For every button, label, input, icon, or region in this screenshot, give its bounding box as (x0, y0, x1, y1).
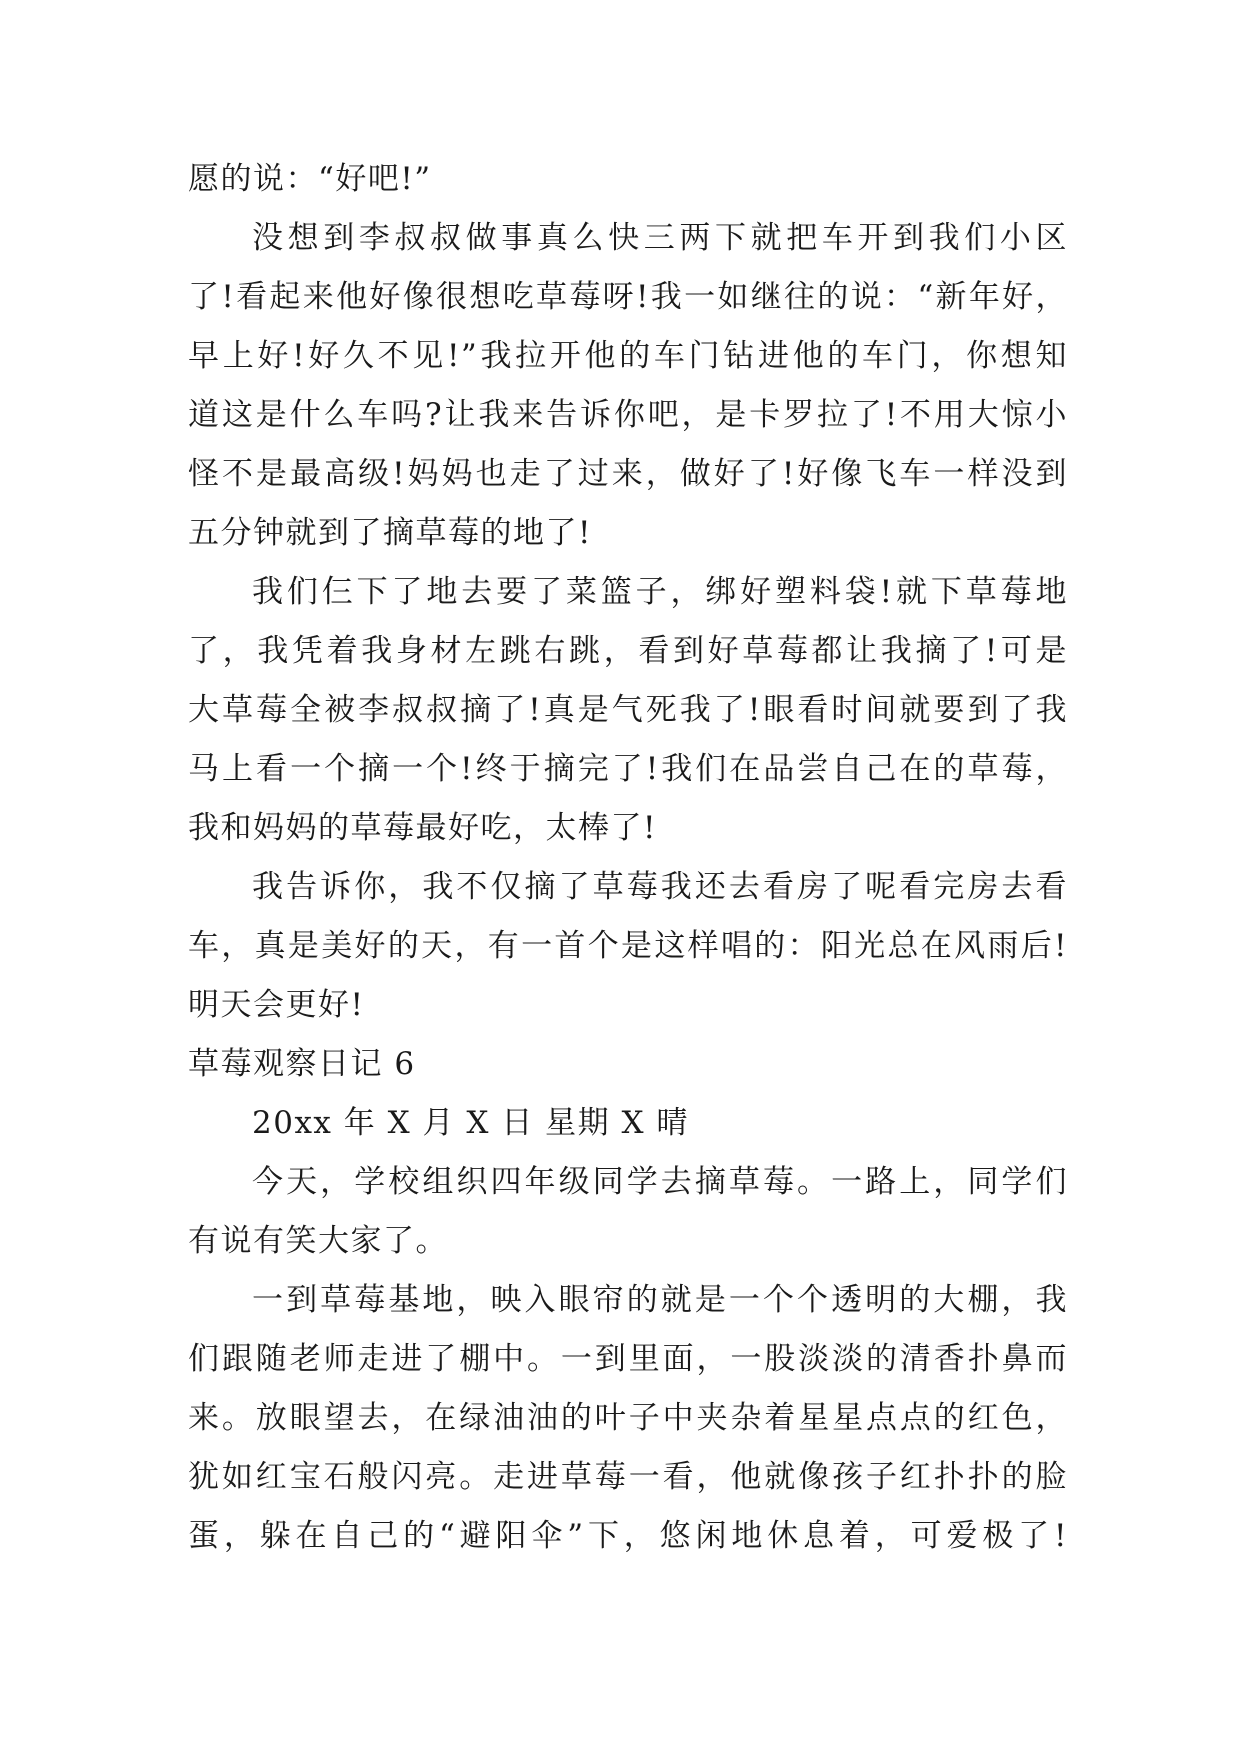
text-line: 大草莓全被李叔叔摘了!真是气死我了!眼看时间就要到了我 (188, 692, 1068, 728)
text-line: 今天，学校组织四年级同学去摘草莓。一路上，同学们 (252, 1164, 1068, 1200)
text-line: 犹如红宝石般闪亮。走进草莓一看，他就像孩子红扑扑的脸 (188, 1459, 1068, 1495)
document-page (188, 150, 1068, 1566)
text-line: 马上看一个摘一个!终于摘完了!我们在品尝自己在的草莓， (188, 751, 1068, 787)
text-line: 道这是什么车吗?让我来告诉你吧，是卡罗拉了!不用大惊小 (188, 397, 1068, 433)
text-line: 怪不是最高级!妈妈也走了过来，做好了!好像飞车一样没到 (188, 456, 1068, 492)
text-line: 我们仨下了地去要了菜篮子，绑好塑料袋!就下草莓地 (252, 574, 1068, 610)
diary-date-line: 20xx 年 X 月 X 日 星期 X 晴 (252, 1105, 689, 1141)
text-line: 五分钟就到了摘草莓的地了! (188, 515, 592, 551)
text-line: 没想到李叔叔做事真么快三两下就把车开到我们小区 (252, 220, 1068, 256)
text-line: 了，我凭着我身材左跳右跳，看到好草莓都让我摘了!可是 (188, 633, 1068, 669)
text-line: 一到草莓基地，映入眼帘的就是一个个透明的大棚，我 (252, 1282, 1068, 1318)
text-line: 了!看起来他好像很想吃草莓呀!我一如继往的说：“新年好， (188, 279, 1068, 315)
section-heading: 草莓观察日记 6 (188, 1046, 416, 1082)
text-line: 愿的说：“好吧!” (188, 161, 432, 197)
text-line: 们跟随老师走进了棚中。一到里面，一股淡淡的清香扑鼻而 (188, 1341, 1068, 1377)
text-line: 明天会更好! (188, 987, 365, 1023)
text-line: 我告诉你，我不仅摘了草莓我还去看房了呢看完房去看 (252, 869, 1068, 905)
text-line: 我和妈妈的草莓最好吃，太棒了! (188, 810, 657, 846)
text-line: 有说有笑大家了。 (188, 1223, 448, 1259)
text-line: 车，真是美好的天，有一首个是这样唱的：阳光总在风雨后! (188, 928, 1068, 964)
text-line: 早上好!好久不见!”我拉开他的车门钻进他的车门，你想知 (188, 338, 1068, 374)
text-line: 来。放眼望去，在绿油油的叶子中夹杂着星星点点的红色， (188, 1400, 1068, 1436)
text-line: 蛋，躲在自己的“避阳伞”下，悠闲地休息着，可爱极了! (188, 1518, 1068, 1554)
